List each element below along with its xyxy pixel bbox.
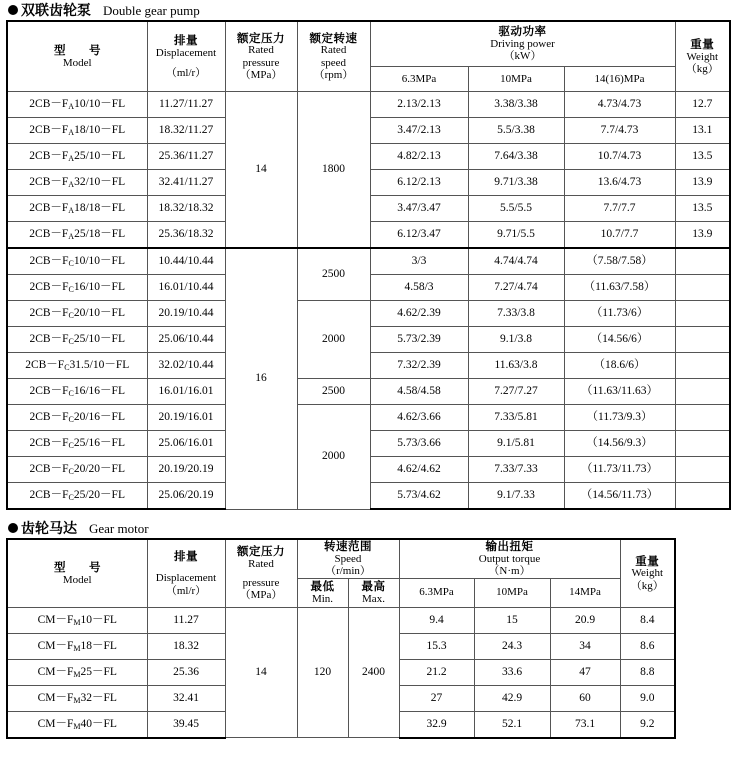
motor-cell-t10: 15	[474, 607, 550, 633]
pump-cell-p10: 7.64/3.38	[468, 144, 564, 170]
bullet-icon	[8, 5, 18, 15]
motor-section-heading	[6, 518, 674, 538]
pump-cell-p10: 11.63/3.8	[468, 353, 564, 379]
motor-header-rated-pressure: 额定压力 Rated pressure （MPa）	[225, 539, 297, 607]
motor-header-tq-14mpa: 14MPa	[550, 578, 620, 607]
pump-cell-model: $2CB-F_C25/10-FL$	[7, 327, 147, 353]
motor-cell-t63: 15.3	[399, 633, 474, 659]
pump-cell-p14: （11.63/7.58）	[564, 275, 675, 301]
motor-body	[7, 607, 675, 738]
pump-cell-displacement: 25.36/11.27	[147, 144, 225, 170]
motor-header-model: 型 号 Model	[7, 539, 147, 607]
pump-cell-p10: 9.1/3.8	[468, 327, 564, 353]
pump-header-weight: 重量 Weight （kg）	[675, 21, 730, 92]
pump-cell-model: $2CB-F_C16/10-FL$	[7, 275, 147, 301]
pump-cell-p63: 3/3	[370, 248, 468, 275]
motor-cell-model: $CM-F_M18-FL$	[7, 633, 147, 659]
pump-cell-p10: 9.71/5.5	[468, 222, 564, 249]
pump-header-dp-10mpa: 10MPa	[468, 67, 564, 92]
pump-cell-p10: 9.1/5.81	[468, 431, 564, 457]
motor-cell-weight: 9.0	[620, 685, 675, 711]
pump-cell-p14: 10.7/4.73	[564, 144, 675, 170]
pump-cell-p10: 5.5/5.5	[468, 196, 564, 222]
pump-cell-p63: 5.73/2.39	[370, 327, 468, 353]
pump-cell-model: $2CB-F_A18/18-FL$	[7, 196, 147, 222]
motor-cell-weight: 8.8	[620, 659, 675, 685]
table-row	[7, 379, 730, 405]
pump-cell-weight: 13.1	[675, 118, 730, 144]
pump-cell-p14: 7.7/7.7	[564, 196, 675, 222]
motor-header-tq-10mpa: 10MPa	[474, 578, 550, 607]
motor-title-cn: 齿轮马达	[21, 521, 77, 537]
motor-cell-weight: 8.4	[620, 607, 675, 633]
pump-cell-p63: 5.73/4.62	[370, 483, 468, 510]
pump-cell-p14: （11.73/11.73）	[564, 457, 675, 483]
pump-cell-displacement: 20.19/20.19	[147, 457, 225, 483]
pump-cell-rated-speed: 1800	[297, 92, 370, 249]
pump-cell-p14: 13.6/4.73	[564, 170, 675, 196]
pump-cell-p63: 4.58/4.58	[370, 379, 468, 405]
pump-cell-weight	[675, 275, 730, 301]
motor-header-tq-63mpa: 6.3MPa	[399, 578, 474, 607]
pump-header-displacement: 排量 Displacement （ml/r）	[147, 21, 225, 92]
table-row	[7, 301, 730, 327]
table-row	[7, 405, 730, 431]
pump-header-driving-power: 驱动功率 Driving power （kW）	[370, 21, 675, 67]
motor-cell-displacement: 39.45	[147, 711, 225, 738]
motor-cell-rated-pressure: 14	[225, 607, 297, 738]
motor-header-displacement: 排量 Displacement （ml/r）	[147, 539, 225, 607]
pump-cell-p63: 2.13/2.13	[370, 92, 468, 118]
motor-cell-t63: 27	[399, 685, 474, 711]
motor-cell-t14: 47	[550, 659, 620, 685]
pump-cell-p10: 7.33/7.33	[468, 457, 564, 483]
pump-cell-p63: 6.12/3.47	[370, 222, 468, 249]
pump-cell-model: $2CB-F_A25/10-FL$	[7, 144, 147, 170]
pump-body-group-a	[7, 92, 730, 249]
motor-cell-t14: 73.1	[550, 711, 620, 738]
pump-cell-displacement: 25.06/10.44	[147, 327, 225, 353]
pump-cell-weight	[675, 457, 730, 483]
pump-cell-p63: 4.62/2.39	[370, 301, 468, 327]
motor-cell-model: $CM-F_M40-FL$	[7, 711, 147, 738]
motor-cell-t14: 34	[550, 633, 620, 659]
pump-header-model: 型 号 Model	[7, 21, 147, 92]
pump-cell-displacement: 25.06/20.19	[147, 483, 225, 510]
motor-cell-displacement: 11.27	[147, 607, 225, 633]
pump-cell-displacement: 18.32/11.27	[147, 118, 225, 144]
pump-cell-model: $2CB-F_C10/10-FL$	[7, 248, 147, 275]
pump-cell-displacement: 32.02/10.44	[147, 353, 225, 379]
pump-cell-p14: （18.6/6）	[564, 353, 675, 379]
pump-cell-model: $2CB-F_C20/10-FL$	[7, 301, 147, 327]
pump-cell-p14: （14.56/6）	[564, 327, 675, 353]
pump-cell-displacement: 20.19/16.01	[147, 405, 225, 431]
pump-cell-p63: 4.62/4.62	[370, 457, 468, 483]
pump-cell-weight: 13.9	[675, 222, 730, 249]
pump-cell-p10: 7.33/3.8	[468, 301, 564, 327]
pump-cell-weight	[675, 248, 730, 275]
pump-cell-displacement: 32.41/11.27	[147, 170, 225, 196]
pump-header-rated-pressure: 额定压力 Rated pressure （MPa）	[225, 21, 297, 92]
table-row	[7, 607, 675, 633]
motor-header-speed: 转速范围 Speed （r/min）	[297, 539, 399, 578]
pump-header-dp-63mpa: 6.3MPa	[370, 67, 468, 92]
motor-cell-t14: 20.9	[550, 607, 620, 633]
pump-cell-p63: 3.47/2.13	[370, 118, 468, 144]
gear-motor-table	[6, 538, 676, 739]
pump-cell-p14: （14.56/9.3）	[564, 431, 675, 457]
pump-cell-p14: （11.73/6）	[564, 301, 675, 327]
pump-cell-p10: 7.33/5.81	[468, 405, 564, 431]
pump-cell-model: $2CB-F_C25/20-FL$	[7, 483, 147, 510]
pump-cell-p14: （7.58/7.58）	[564, 248, 675, 275]
pump-cell-model: $2CB-F_C20/16-FL$	[7, 405, 147, 431]
pump-cell-p14: 10.7/7.7	[564, 222, 675, 249]
motor-header-weight: 重量 Weight （kg）	[620, 539, 675, 607]
pump-cell-p10: 4.74/4.74	[468, 248, 564, 275]
pump-cell-rated-speed: 2500	[297, 379, 370, 405]
pump-cell-model: $2CB-F_C20/20-FL$	[7, 457, 147, 483]
pump-cell-model: $2CB-F_C25/16-FL$	[7, 431, 147, 457]
pump-cell-p10: 7.27/7.27	[468, 379, 564, 405]
pump-cell-displacement: 25.06/16.01	[147, 431, 225, 457]
pump-cell-displacement: 16.01/10.44	[147, 275, 225, 301]
pump-cell-weight	[675, 405, 730, 431]
double-gear-pump-table	[6, 20, 731, 510]
pump-cell-rated-speed: 2500	[297, 248, 370, 301]
motor-cell-weight: 9.2	[620, 711, 675, 738]
table-row	[7, 248, 730, 275]
pump-cell-displacement: 25.36/18.32	[147, 222, 225, 249]
motor-cell-t10: 52.1	[474, 711, 550, 738]
motor-cell-model: $CM-F_M32-FL$	[7, 685, 147, 711]
pump-cell-weight: 13.5	[675, 196, 730, 222]
pump-cell-p63: 5.73/3.66	[370, 431, 468, 457]
motor-cell-model: $CM-F_M25-FL$	[7, 659, 147, 685]
motor-cell-speed-min: 120	[297, 607, 348, 738]
motor-cell-model: $CM-F_M10-FL$	[7, 607, 147, 633]
pump-cell-weight	[675, 483, 730, 510]
motor-cell-displacement: 25.36	[147, 659, 225, 685]
motor-cell-t63: 21.2	[399, 659, 474, 685]
pump-cell-p10: 3.38/3.38	[468, 92, 564, 118]
motor-cell-t10: 24.3	[474, 633, 550, 659]
pump-cell-displacement: 11.27/11.27	[147, 92, 225, 118]
pump-cell-weight	[675, 379, 730, 405]
pump-cell-model: $2CB-F_C16/16-FL$	[7, 379, 147, 405]
motor-cell-t14: 60	[550, 685, 620, 711]
pump-cell-p10: 7.27/4.74	[468, 275, 564, 301]
motor-cell-weight: 8.6	[620, 633, 675, 659]
pump-header-row-1	[7, 21, 730, 67]
pump-cell-displacement: 16.01/16.01	[147, 379, 225, 405]
pump-cell-rated-pressure: 16	[225, 248, 297, 509]
pump-title-cn: 双联齿轮泵	[21, 3, 91, 19]
pump-body-group-c	[7, 248, 730, 509]
pump-cell-p10: 9.71/3.38	[468, 170, 564, 196]
pump-cell-p14: 7.7/4.73	[564, 118, 675, 144]
pump-section-heading	[6, 0, 674, 20]
pump-header-dp-14mpa: 14(16)MPa	[564, 67, 675, 92]
pump-cell-weight	[675, 301, 730, 327]
motor-header-torque: 输出扭矩 Output torque （N·m）	[399, 539, 620, 578]
pump-cell-weight	[675, 353, 730, 379]
pump-cell-p10: 5.5/3.38	[468, 118, 564, 144]
pump-cell-p14: （11.73/9.3）	[564, 405, 675, 431]
pump-header-rated-speed: 额定转速 Rated speed （rpm）	[297, 21, 370, 92]
pump-cell-model: $2CB-F_A10/10-FL$	[7, 92, 147, 118]
motor-title-en: Gear motor	[89, 521, 149, 536]
pump-cell-p63: 7.32/2.39	[370, 353, 468, 379]
bullet-icon	[8, 523, 18, 533]
pump-cell-rated-pressure: 14	[225, 92, 297, 249]
motor-cell-t10: 33.6	[474, 659, 550, 685]
pump-cell-rated-speed: 2000	[297, 405, 370, 510]
pump-cell-displacement: 20.19/10.44	[147, 301, 225, 327]
pump-cell-p63: 4.58/3	[370, 275, 468, 301]
motor-header-row-1	[7, 539, 675, 578]
pump-cell-p63: 4.62/3.66	[370, 405, 468, 431]
pump-cell-weight: 13.9	[675, 170, 730, 196]
pump-cell-p10: 9.1/7.33	[468, 483, 564, 510]
motor-cell-displacement: 18.32	[147, 633, 225, 659]
pump-cell-model: $2CB-F_A18/10-FL$	[7, 118, 147, 144]
pump-cell-p14: 4.73/4.73	[564, 92, 675, 118]
pump-cell-weight: 12.7	[675, 92, 730, 118]
table-row	[7, 92, 730, 118]
pump-cell-model: $2CB-F_A32/10-FL$	[7, 170, 147, 196]
motor-cell-t10: 42.9	[474, 685, 550, 711]
pump-cell-weight	[675, 327, 730, 353]
pump-cell-weight	[675, 431, 730, 457]
pump-cell-rated-speed: 2000	[297, 301, 370, 379]
pump-cell-displacement: 10.44/10.44	[147, 248, 225, 275]
motor-cell-t63: 9.4	[399, 607, 474, 633]
motor-cell-speed-max: 2400	[348, 607, 399, 738]
motor-header-speed-min: 最低 Min.	[297, 578, 348, 607]
motor-cell-t63: 32.9	[399, 711, 474, 738]
pump-cell-p14: （11.63/11.63）	[564, 379, 675, 405]
pump-cell-p63: 3.47/3.47	[370, 196, 468, 222]
pump-cell-p63: 6.12/2.13	[370, 170, 468, 196]
pump-title-en: Double gear pump	[103, 3, 200, 18]
motor-cell-displacement: 32.41	[147, 685, 225, 711]
pump-cell-p14: （14.56/11.73）	[564, 483, 675, 510]
pump-cell-weight: 13.5	[675, 144, 730, 170]
pump-cell-displacement: 18.32/18.32	[147, 196, 225, 222]
pump-cell-model: $2CB-F_C31.5/10-FL$	[7, 353, 147, 379]
pump-cell-p63: 4.82/2.13	[370, 144, 468, 170]
motor-header-speed-max: 最高 Max.	[348, 578, 399, 607]
pump-cell-model: $2CB-F_A25/18-FL$	[7, 222, 147, 249]
